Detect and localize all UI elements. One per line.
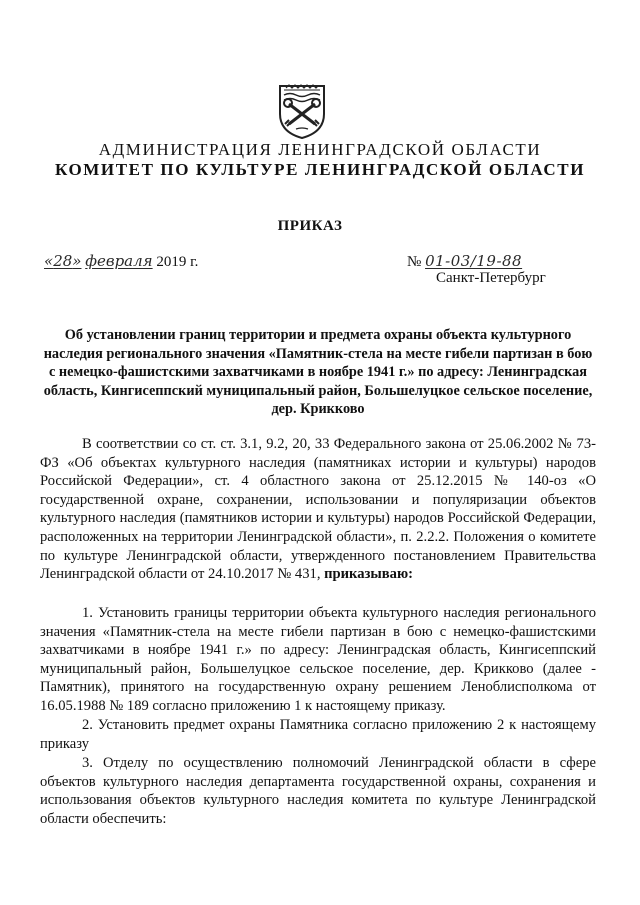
committee-header: КОМИТЕТ ПО КУЛЬТУРЕ ЛЕНИНГРАДСКОЙ ОБЛАСТИ bbox=[54, 160, 586, 179]
item-3-paragraph: 3. Отделу по осуществлению полномочий Ленинградской области в сфере объектов культурного наследия департамента государственной охраны, сохранения и использования объектов культурного наследия комитета по культуре Ленинградской области обеспечить: bbox=[40, 755, 596, 827]
administration-header: АДМИНИСТРАЦИЯ ЛЕНИНГРАДСКОЙ ОБЛАСТИ bbox=[98, 140, 542, 159]
city-name: Санкт-Петербург bbox=[436, 270, 546, 286]
number-value: 01-03/19-88 bbox=[425, 252, 523, 270]
document-title: ПРИКАЗ bbox=[277, 218, 343, 234]
date-day: 28 bbox=[53, 252, 73, 270]
preamble-paragraph bbox=[40, 435, 596, 584]
coat-of-arms-icon bbox=[272, 80, 332, 140]
preamble-text: В соответствии со ст. ст. 3.1, 9.2, 20, 33 Федерального закона от 25.06.2002 № 73-ФЗ «Об объектах культурного наследия (памятниках истории и культуры) народов Российской Федерации», ст. 4 областного закона от 25.12.2015 № 140-оз «О государственной охране, сохранении, использовании и популяризации объектов культурного наследия (памятников истории и культуры) народов Российской Федерации, расположенных на территории Ленинградской области», п. 2.2.2. Положения о комитете по культуре Ленинградской области, утвержденного постановлением Правительства Ленинградской области от 24.10.2017 № 431, bbox=[40, 436, 596, 583]
decree-word: приказываю: bbox=[324, 566, 413, 583]
order-number bbox=[407, 252, 522, 271]
date-close-quote: » bbox=[72, 252, 82, 270]
item-2-paragraph: 2. Установить предмет охраны Памятника согласно приложению 2 к настоящему приказу bbox=[40, 717, 596, 752]
date-open-quote: « bbox=[44, 252, 54, 270]
item-1-paragraph: 1. Установить границы территории объекта культурного наследия регионального значения «Памятник-стела на месте гибели партизан в бою с немецко-фашистскими захватчиками в ноябре 1941 г.» по адресу: Ленинградская область, Кингисеппский муниципальный район, Большелуцкое сельское поселение, дер. Крикково (далее - Памятник), принятого на государственную охрану решением Леноблисполкома от 16.05.1988 № 189 согласно приложению 1 к настоящему приказу. bbox=[40, 605, 596, 714]
date-month: февраля bbox=[85, 252, 153, 270]
number-prefix: № bbox=[407, 254, 422, 270]
order-date bbox=[44, 252, 198, 271]
date-year: 2019 г. bbox=[156, 254, 199, 270]
order-subject: Об установлении границ территории и предмета охраны объекта культурного наследия регионального значения «Памятник-стела на месте гибели партизан в бою с немецко-фашистскими захватчиками в ноябре 1941 г.» по адресу: Ленинградская область, Кингисеппский муниципальный район, Большелуцкое сельское поселение, дер. Крикково bbox=[43, 327, 593, 417]
